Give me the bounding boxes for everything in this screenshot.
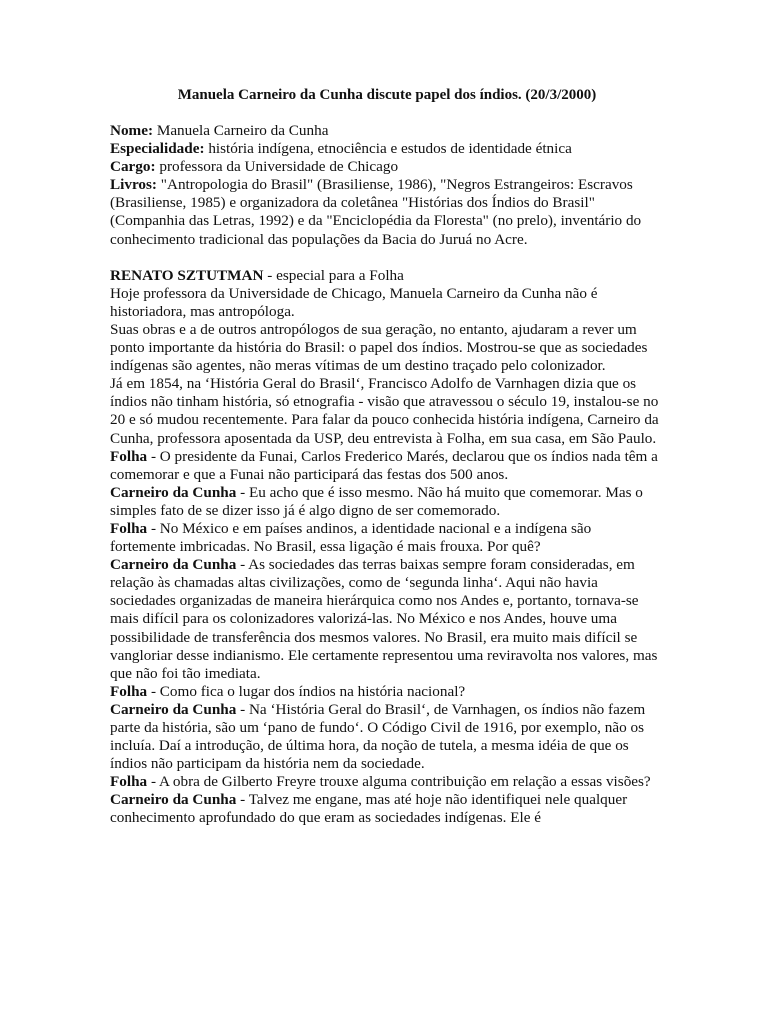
byline — [110, 267, 660, 285]
profile-value: história indígena, etnociência e estudos de identidade étnica — [204, 140, 572, 158]
speaker-label: Carneiro da Cunha — [110, 791, 237, 809]
profile-value: Manuela Carneiro da Cunha — [153, 122, 329, 139]
profile-label: Nome: — [110, 122, 154, 139]
question-paragraph — [110, 520, 660, 556]
article-body — [110, 267, 660, 828]
question-paragraph — [110, 773, 660, 791]
speaker-label: Carneiro da Cunha — [110, 483, 237, 501]
answer-paragraph — [110, 556, 660, 683]
answer-paragraph — [110, 701, 660, 773]
profile-label: Cargo: — [110, 158, 156, 176]
paragraph-text: - Como fica o lugar dos índios na história nacional? — [147, 682, 466, 700]
profile-label: Especialidade: — [110, 140, 205, 158]
paragraph-text: - As sociedades das terras baixas sempre foram consideradas, em relação às chamadas altas civilizações, como de ‘segunda linha‘. Aqui não havia sociedades organizadas de maneira hierárquica como nos Andes e, portanto, tornava-se mais difícil para os colonizadores valorizá-las. No México e nos Andes, houve uma possibilidade de transferência dos mesmos valores. No Brasil, era muito mais difícil se vangloriar desse indianismo. Ele certamente representou uma reviravolta nos valores, mas que não foi tão imediata. — [110, 556, 658, 682]
paragraph-text: - No México e em países andinos, a identidade nacional e a indígena são fortemente imbricadas. No Brasil, essa ligação é mais frouxa. Por quê? — [110, 519, 592, 556]
byline-note: - especial para a Folha — [263, 266, 404, 284]
author-name: RENATO SZTUTMAN — [110, 266, 264, 284]
intro-paragraph: Hoje professora da Universidade de Chicago, Manuela Carneiro da Cunha não é historiadora, mas antropóloga. — [110, 284, 598, 320]
document-page — [110, 86, 660, 828]
question-paragraph — [110, 448, 660, 484]
speaker-label: Carneiro da Cunha — [110, 700, 237, 718]
speaker-label: Folha — [110, 447, 148, 465]
intro-paragraph: Suas obras e a de outros antropólogos de sua geração, no entanto, ajudaram a rever um ponto importante da história do Brasil: o papel dos índios. Mostrou-se que as sociedades indígenas são agentes, não meras vítimas de um destino traçado pelo colonizador. — [110, 320, 648, 375]
profile-label: Livros: — [110, 176, 157, 194]
paragraph-text: - Na ‘História Geral do Brasil‘, de Varnhagen, os índios não fazem parte da história, são um ‘pano de fundo‘. O Código Civil de 1916, por exemplo, não os incluía. Daí a introdução, de última hora, da noção de tutela, a mesma idéia de que os índios não participam da história nem da sociedade. — [110, 700, 646, 773]
paragraph-text: - Eu acho que é isso mesmo. Não há muito que comemorar. Mas o simples fato de se dizer isso já é algo digno de ser comemorado. — [110, 483, 643, 519]
profile-value: "Antropologia do Brasil" (Brasiliense, 1986), "Negros Estrangeiros: Escravos (Brasiliense, 1985) e organizadora da coletânea "Histórias dos Índios do Brasil" (Companhia das Letras, 1992) e da "Enciclopédia da Floresta" (no prelo), inventário do conhecimento tradicional das populações da Bacia do Juruá no Acre. — [110, 176, 642, 248]
profile-value: professora da Universidade de Chicago — [155, 158, 399, 176]
paragraph-text: - A obra de Gilberto Freyre trouxe alguma contribuição em relação a essas visões? — [147, 773, 651, 791]
profile-position — [110, 158, 660, 176]
intro-paragraph: Já em 1854, na ‘História Geral do Brasil‘, Francisco Adolfo de Varnhagen dizia que os índios não tinham história, só etnografia - visão que atravessou o século 19, instalou-se no 20 e só mudou recentemente. Para falar da pouco conhecida história indígena, Carneiro da Cunha, professora aposentada da USP, deu entrevista à Folha, em sua casa, em São Paulo. — [110, 375, 659, 447]
article-title: Manuela Carneiro da Cunha discute papel dos índios. (20/3/2000) — [177, 87, 597, 103]
profile-section — [110, 122, 660, 249]
profile-books — [110, 176, 660, 248]
speaker-label: Carneiro da Cunha — [110, 556, 237, 574]
profile-name — [110, 122, 660, 140]
answer-paragraph — [110, 484, 660, 520]
question-paragraph — [110, 683, 660, 701]
paragraph-text: - Talvez me engane, mas até hoje não identifiquei nele qualquer conhecimento aprofundado do que eram as sociedades indígenas. Ele é — [110, 791, 628, 827]
paragraph-text: - O presidente da Funai, Carlos Frederico Marés, declarou que os índios nada têm a comemorar e que a Funai não participará das festas dos 500 anos. — [110, 447, 658, 483]
speaker-label: Folha — [110, 682, 148, 700]
speaker-label: Folha — [110, 773, 148, 791]
speaker-label: Folha — [110, 519, 148, 537]
answer-paragraph — [110, 791, 660, 827]
profile-specialty — [110, 140, 660, 158]
